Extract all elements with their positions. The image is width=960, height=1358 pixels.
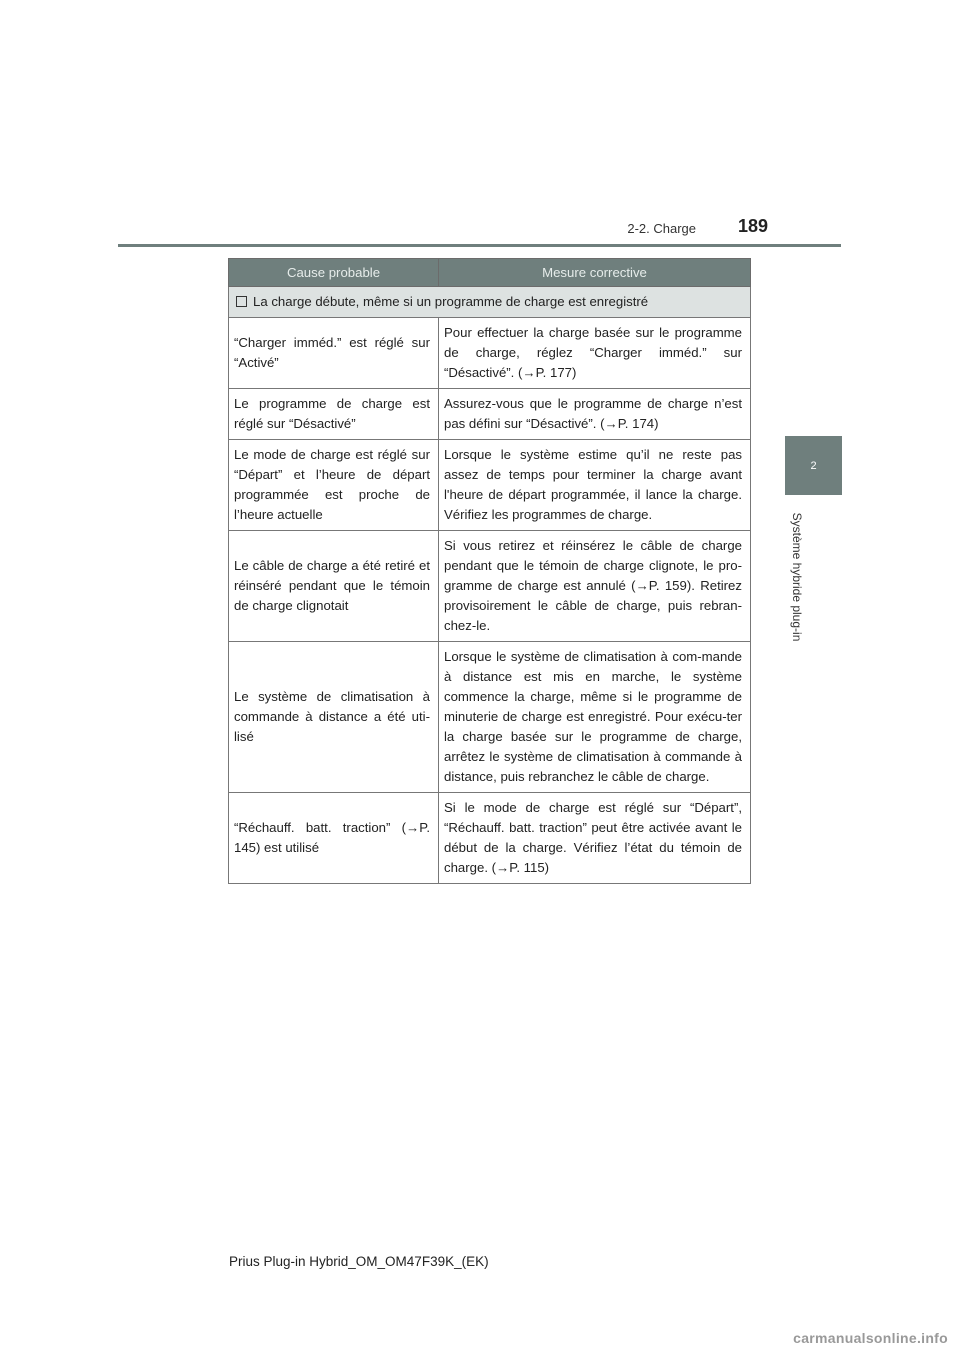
measure-cell: Assurez-vous que le programme de charge n’est pas défini sur “Désactivé”. (→P. 174)	[439, 389, 751, 440]
header-rule	[118, 244, 841, 247]
chapter-title	[777, 497, 817, 657]
table-row	[229, 440, 751, 531]
cause-cell: Le mode de charge est réglé sur “Départ” et l’heure de départ programmée est proche de l’heure actuelle	[229, 440, 439, 531]
measure-cell: Si vous retirez et réinsérez le câble de charge pendant que le témoin de charge clignote, le pro-gramme de charge est annulé (→P. 159). Retirez provisoirement le câble de charge, puis rebran-chez-le.	[439, 531, 751, 642]
table-row	[229, 642, 751, 793]
measure-cell: Lorsque le système de climatisation à com-mande à distance est mis en marche, le système commence la charge, même si le programme de minuterie de charge est enregistré. Pour exécu-ter la charge basée sur le programme de charge, arrêtez le système de climatisation à commande à distance, puis rebranchez le câble de charge.	[439, 642, 751, 793]
checkbox-icon	[236, 296, 247, 307]
table-row	[229, 318, 751, 389]
cause-cell: “Charger imméd.” est réglé sur “Activé”	[229, 318, 439, 389]
cause-cell: Le câble de charge a été retiré et réinséré pendant que le témoin de charge clignotait	[229, 531, 439, 642]
measure-cell: Pour effectuer la charge basée sur le programme de charge, réglez “Charger imméd.” sur “Désactivé”. (→P. 177)	[439, 318, 751, 389]
category-cell	[229, 287, 751, 318]
category-row	[229, 287, 751, 318]
cause-cell: Le système de climatisation à commande à distance a été uti-lisé	[229, 642, 439, 793]
table-header-row	[229, 259, 751, 287]
troubleshooting-table	[228, 258, 751, 884]
measure-cell: Si le mode de charge est réglé sur “Départ”, “Réchauff. batt. traction” peut être activée avant le début de la charge. Vérifiez l’état du témoin de charge. (→P. 115)	[439, 793, 751, 884]
page-number: 189	[738, 216, 769, 236]
column-header-cause: Cause probable	[229, 259, 439, 287]
document-id: Prius Plug-in Hybrid_OM_OM47F39K_(EK)	[229, 1254, 489, 1269]
section-label: 2-2. Charge	[627, 221, 696, 236]
table-row	[229, 389, 751, 440]
cause-cell: “Réchauff. batt. traction” (→P. 145) est utilisé	[229, 793, 439, 884]
table-row	[229, 531, 751, 642]
watermark: carmanualsonline.info	[793, 1330, 948, 1346]
category-label: La charge débute, même si un programme de charge est enregistré	[253, 294, 649, 309]
page-header	[0, 0, 960, 250]
column-header-measure: Mesure corrective	[439, 259, 751, 287]
table-row	[229, 793, 751, 884]
cause-cell: Le programme de charge est réglé sur “Désactivé”	[229, 389, 439, 440]
chapter-tab: 2	[785, 436, 842, 495]
chapter-title-text: Système hybride plug-in	[790, 512, 804, 642]
measure-cell: Lorsque le système estime qu’il ne reste pas assez de temps pour terminer la charge avant l'heure de départ programmée, il lance la charge. Vérifiez les programmes de charge.	[439, 440, 751, 531]
